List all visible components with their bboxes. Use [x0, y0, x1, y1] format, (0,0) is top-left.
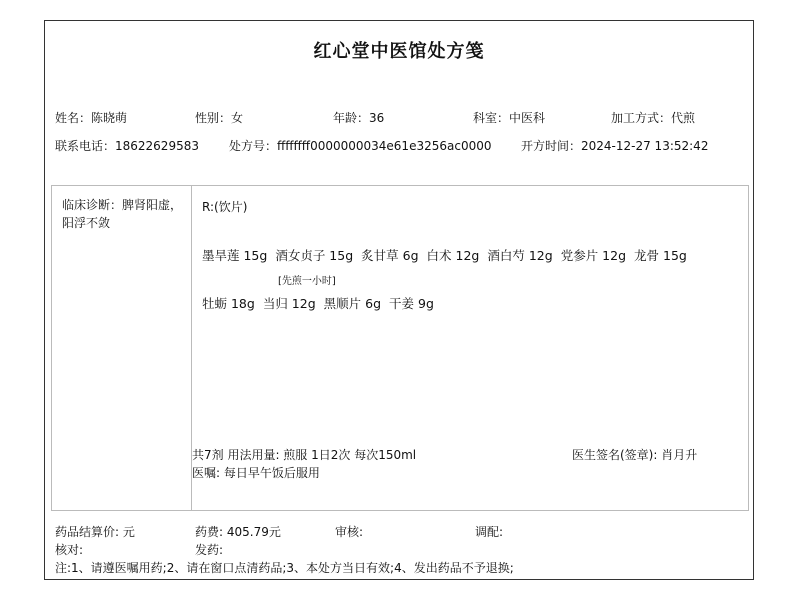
check-label: 核对: — [55, 543, 84, 557]
herb-list-row-1 — [202, 246, 695, 287]
department: 科室：中医科 — [473, 111, 546, 125]
herb-name-dose: 酒白芍 12g — [487, 248, 553, 263]
patient-name: 姓名：陈晓萌 — [55, 111, 128, 125]
herb-item — [361, 246, 418, 264]
herb-item — [561, 246, 626, 264]
herb-item — [389, 294, 434, 312]
drug-fee: 药费: 405.79元 — [195, 525, 281, 539]
patient-age: 年龄：36 — [333, 111, 385, 125]
herb-name-dose: 黑顺片 6g — [323, 296, 382, 311]
herb-name-dose: 酒女贞子 15g — [275, 248, 354, 263]
herb-item — [487, 246, 552, 264]
herb-item — [324, 294, 381, 312]
prescription-sheet — [44, 20, 754, 580]
herb-name-dose: 龙骨 15g — [634, 248, 687, 263]
herb-note: [先煎一小时] — [278, 276, 336, 287]
patient-gender: 性别：女 — [195, 111, 244, 125]
settlement-price: 药品结算价: 元 — [55, 525, 135, 539]
dispense-prep-label: 调配: — [475, 525, 504, 539]
herb-name-dose: 当归 12g — [262, 296, 316, 311]
herb-name-dose: 炙甘草 6g — [361, 248, 419, 263]
prescription-box — [51, 185, 749, 511]
dispense-label: 发药: — [195, 543, 224, 557]
patient-phone: 联系电话：18622629583 — [55, 139, 199, 153]
herb-name-dose: 白术 12g — [426, 248, 480, 263]
doctor-signature: 医生签名(签章): 肖月升 — [572, 448, 698, 462]
processing-method: 加工方式：代煎 — [611, 111, 696, 125]
herb-item — [427, 246, 480, 264]
clinical-diagnosis: 临床诊断：脾肾阳虚，阳浮不敛 — [52, 186, 192, 510]
herb-item — [263, 294, 316, 312]
usage-instructions: 共7剂 用法用量: 煎服 1日2次 每次150ml — [192, 448, 417, 462]
herb-name-dose: 墨旱莲 15g — [202, 248, 268, 263]
herb-name-dose: 干姜 9g — [389, 296, 434, 311]
page-title: 红心堂中医馆处方笺 — [313, 41, 485, 62]
herb-list-row-2 — [202, 294, 442, 312]
footer-notes: 注:1、请遵医嘱用药;2、请在窗口点清药品;3、本处方当日有效;4、发出药品不予退换; — [55, 561, 514, 575]
herb-item — [202, 294, 255, 312]
rx-label: R:(饮片) — [202, 200, 248, 214]
issued-time: 开方时间：2024-12-27 13:52:42 — [521, 139, 709, 153]
herb-name-dose: 党参片 12g — [560, 248, 627, 263]
herb-item — [275, 246, 353, 264]
doctor-advice: 医嘱: 每日早午饭后服用 — [192, 466, 320, 480]
herb-name-dose: 牡蛎 18g — [202, 296, 255, 311]
herb-item — [202, 246, 267, 264]
prescription-number: 处方号：ffffffff0000000034e61e3256ac0000 — [229, 139, 492, 153]
usage-block — [192, 446, 416, 482]
review-label: 审核: — [335, 525, 364, 539]
